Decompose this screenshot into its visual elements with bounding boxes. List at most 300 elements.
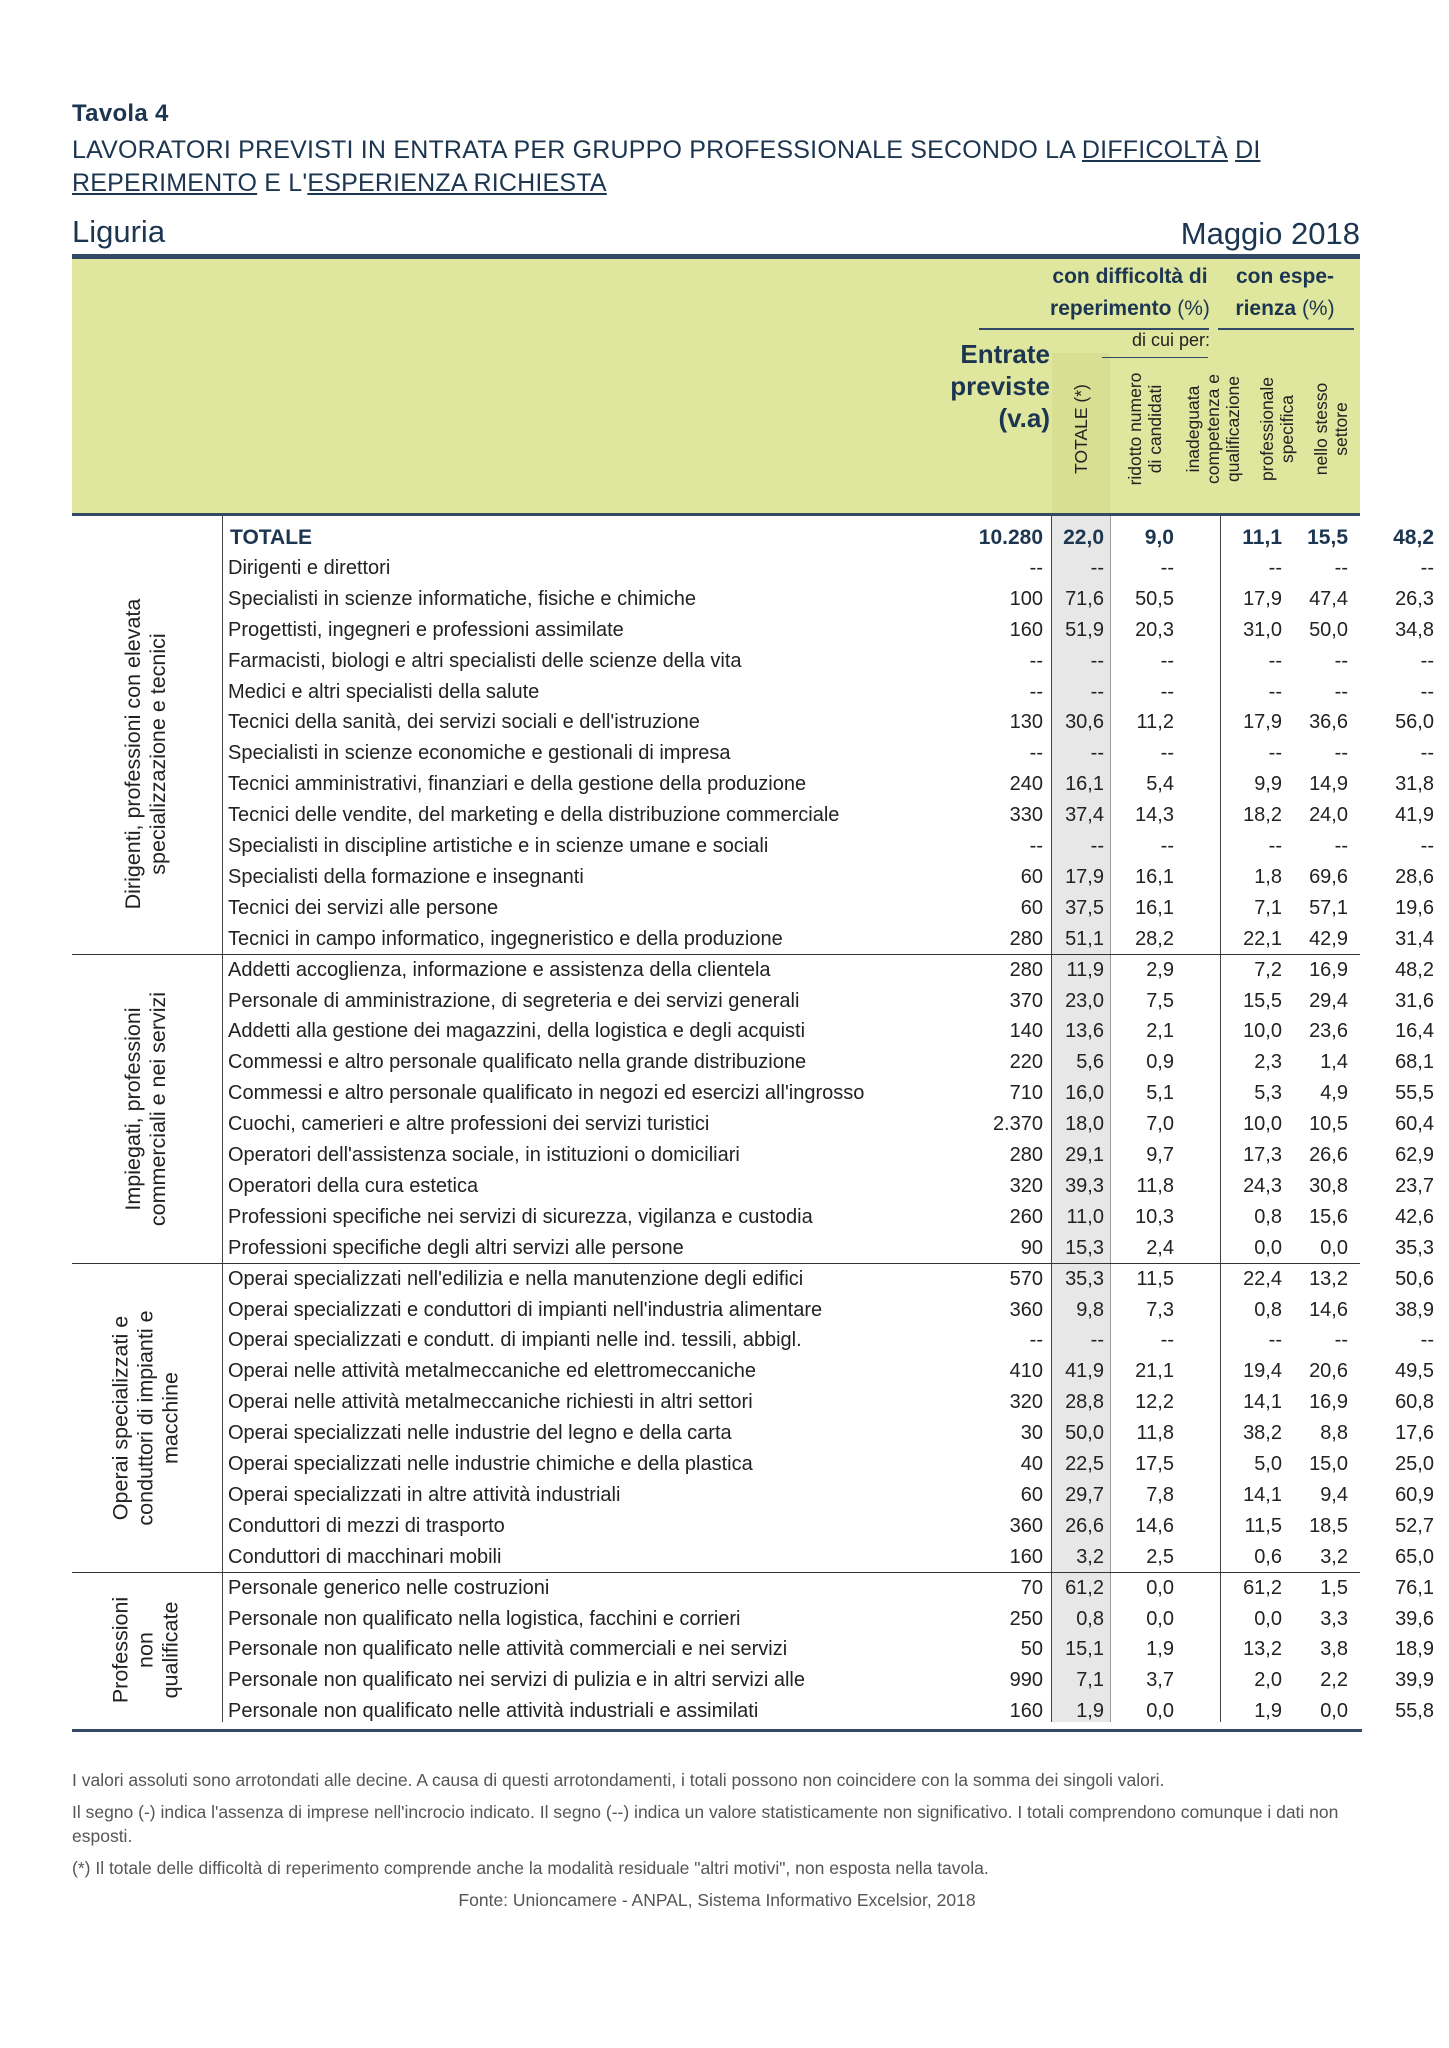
cell-value: 29,1 [1065, 1144, 1104, 1166]
cell-value: 0,8 [1254, 1298, 1282, 1321]
cell-value: 0,0 [1320, 1236, 1348, 1259]
cell-value: 2,5 [1146, 1545, 1174, 1568]
row-label: Farmacisti, biologi e altri specialisti delle scienze della vita [228, 649, 742, 672]
cell-value: 320 [1009, 1391, 1043, 1414]
row-label: Addetti alla gestione dei magazzini, della logistica e degli acquisti [228, 1020, 806, 1043]
cell-value: -- [1334, 556, 1348, 579]
cell-value: 18,2 [1243, 804, 1282, 827]
cell-value: 7,2 [1254, 958, 1282, 981]
note: (*) Il totale delle difficoltà di reperimento comprende anche la modalità residuale "altri motivi", non esposta nella tavola. [72, 1858, 989, 1878]
cell-value: 61,2 [1243, 1576, 1282, 1599]
cell-value: 55,5 [1395, 1082, 1434, 1105]
group-line-text: rienza [1235, 297, 1297, 320]
cell-value: -- [1029, 1329, 1043, 1352]
row-label: Medici e altri specialisti della salute [228, 680, 540, 703]
cell-value: 0,0 [1146, 1607, 1174, 1630]
row-label: Personale non qualificato nelle attività commerciali e nei servizi [228, 1638, 788, 1661]
cell-value: 50,6 [1395, 1267, 1434, 1290]
cell-value: 3,7 [1146, 1669, 1174, 1692]
cell-value: 0,0 [1320, 1700, 1348, 1723]
table-row [72, 986, 1434, 1017]
cell-value: 990 [1009, 1669, 1043, 1692]
row-label: Tecnici della sanità, dei servizi sociali e dell'istruzione [228, 711, 700, 734]
cell-value: 39,9 [1395, 1669, 1434, 1692]
row-label: Operai nelle attività metalmeccaniche ed elettromeccaniche [228, 1360, 757, 1383]
cell-value: 37,4 [1065, 804, 1104, 827]
cell-value: 60,4 [1395, 1113, 1434, 1136]
table-row [72, 831, 1434, 862]
cell-value: -- [1420, 680, 1434, 703]
row-label: Operai specializzati nelle industrie chimiche e della plastica [228, 1453, 753, 1475]
cell-value: 22,4 [1243, 1267, 1282, 1290]
cell-value: 15,1 [1065, 1638, 1104, 1661]
cell-value: 39,3 [1065, 1174, 1104, 1197]
period-label: Maggio 2018 [1180, 216, 1360, 251]
cell-value: 7,8 [1146, 1483, 1174, 1506]
entrate-line: previste [950, 371, 1050, 401]
cell-value: -- [1420, 835, 1434, 857]
cell-value: 570 [1009, 1267, 1043, 1290]
cell-value: 3,3 [1320, 1607, 1348, 1630]
cell-value: -- [1029, 649, 1043, 672]
cell-value: 14,6 [1135, 1514, 1174, 1537]
region-name: Liguria [72, 214, 166, 249]
cell-value: -- [1334, 649, 1348, 672]
row-label: Operai nelle attività metalmeccaniche richiesti in altri settori [228, 1391, 753, 1414]
cell-value: 9,8 [1076, 1298, 1104, 1321]
cell-value: 16,9 [1309, 958, 1348, 981]
cell-value: 11,1 [1242, 526, 1282, 549]
di-cui-underline [1102, 357, 1208, 358]
group-label-line: conduttori di impianti e [133, 1310, 158, 1526]
row-label: Tecnici in campo informatico, ingegneristico e della produzione [228, 927, 783, 950]
cell-value: 15,5 [1307, 526, 1348, 549]
cell-value: 22,5 [1065, 1453, 1104, 1475]
cell-value: 11,8 [1136, 1422, 1174, 1445]
row-label: Cuochi, camerieri e altre professioni dei servizi turistici [228, 1113, 710, 1136]
cell-value: 9,4 [1320, 1483, 1348, 1506]
row-label: Personale non qualificato nei servizi di pulizia e in altri servizi alle [228, 1669, 805, 1692]
notes [72, 1768, 1362, 1920]
cell-value: 0,0 [1146, 1576, 1174, 1599]
cell-value: -- [1090, 680, 1104, 703]
table-row [72, 924, 1434, 955]
cell-value: -- [1090, 835, 1104, 857]
cell-value: 140 [1009, 1020, 1043, 1043]
table-row [72, 1264, 1434, 1295]
cell-value: 10,0 [1243, 1020, 1282, 1043]
cell-value: 36,6 [1309, 711, 1348, 734]
total-row [72, 522, 1434, 553]
table-row [72, 1449, 1434, 1480]
table-row [72, 1295, 1434, 1326]
cell-value: 11,5 [1136, 1267, 1174, 1290]
region-row [72, 214, 1360, 254]
title-part: LAVORATORI PREVISTI IN ENTRATA PER GRUPPO PROFESSIONALE SECONDO LA [72, 136, 1082, 164]
table-row [72, 646, 1434, 677]
group-label-line: specializzazione e tecnici [146, 633, 170, 875]
row-label: Personale generico nelle costruzioni [228, 1576, 550, 1599]
cell-value: 2,2 [1320, 1669, 1348, 1692]
cell-value: 280 [1009, 1144, 1043, 1166]
cell-value: 62,9 [1395, 1144, 1434, 1166]
cell-value: 25,0 [1395, 1453, 1434, 1475]
row-label: Conduttori di mezzi di trasporto [228, 1514, 505, 1537]
title-part: E L' [257, 169, 308, 197]
cell-value: 9,9 [1254, 773, 1282, 796]
cell-value: 360 [1009, 1514, 1043, 1537]
table-row [72, 1078, 1434, 1109]
report-page [72, 100, 1434, 1723]
cell-value: 5,0 [1254, 1453, 1282, 1475]
group-underline [1218, 328, 1354, 330]
cell-value: -- [1334, 835, 1348, 857]
cell-value: 28,2 [1135, 927, 1174, 950]
cell-value: 35,3 [1395, 1236, 1434, 1259]
cell-value: -- [1090, 742, 1104, 765]
cell-value: 60 [1020, 865, 1043, 888]
cell-value: -- [1160, 649, 1174, 672]
group-label-line: commerciali e nei servizi [146, 992, 170, 1227]
table-title [72, 134, 1362, 200]
table-row [72, 1542, 1434, 1573]
cell-value: 50,0 [1309, 618, 1348, 641]
cell-value: 410 [1009, 1360, 1043, 1383]
cell-value: 12,2 [1135, 1391, 1174, 1414]
professionale-column-header: professionale specifica [1257, 376, 1297, 482]
row-label: Commessi e altro personale qualificato nella grande distribuzione [228, 1051, 807, 1074]
cell-value: 41,9 [1395, 804, 1434, 827]
table-body [72, 516, 1434, 1723]
cell-value: 17,6 [1395, 1422, 1434, 1445]
cell-value: 14,6 [1309, 1298, 1348, 1321]
group-label-line: Impiegati, professioni [121, 1007, 145, 1211]
table-row [72, 862, 1434, 893]
cell-value: -- [1160, 742, 1174, 765]
cell-value: 41,9 [1065, 1360, 1104, 1383]
cell-value: 30 [1020, 1422, 1043, 1445]
cell-value: 65,0 [1395, 1545, 1434, 1568]
row-label: Tecnici dei servizi alle persone [228, 896, 499, 919]
cell-value: 50,0 [1065, 1422, 1104, 1445]
table-row [72, 677, 1434, 708]
row-label: Personale non qualificato nelle attività industriali e assimilati [228, 1700, 759, 1723]
cell-value: 42,9 [1309, 927, 1348, 950]
row-label: Personale di amministrazione, di segreteria e dei servizi generali [228, 989, 800, 1012]
cell-value: 47,4 [1309, 587, 1348, 610]
cell-value: 250 [1009, 1607, 1043, 1630]
cell-value: 22,0 [1063, 526, 1104, 549]
group-separator [72, 1572, 1360, 1573]
row-label: Operatori della cura estetica [228, 1174, 479, 1197]
cell-value: 51,1 [1065, 927, 1104, 950]
cell-value: 76,1 [1395, 1576, 1434, 1599]
group-line: con difficoltà di [1052, 265, 1208, 288]
cell-value: 10,0 [1243, 1113, 1282, 1136]
table-row [72, 1573, 1434, 1604]
cell-value: 160 [1009, 1545, 1043, 1568]
row-label: Operai specializzati in altre attività industriali [228, 1483, 621, 1506]
row-label: Operai specializzati nell'edilizia e nella manutenzione degli edifici [228, 1267, 804, 1290]
cell-value: -- [1160, 835, 1174, 857]
cell-value: 3,2 [1076, 1545, 1104, 1568]
row-label: Specialisti in discipline artistiche e in scienze umane e sociali [228, 835, 769, 857]
cell-value: -- [1029, 742, 1043, 765]
table-row [72, 1109, 1434, 1140]
row-label: Professioni specifiche nei servizi di sicurezza, vigilanza e custodia [228, 1205, 813, 1228]
cell-value: -- [1420, 742, 1434, 765]
note: I valori assoluti sono arrotondati alle decine. A causa di questi arrotondamenti, i totali possono non coincidere con la somma dei singoli valori. [72, 1770, 1165, 1790]
cell-value: 360 [1009, 1298, 1043, 1321]
cell-value: 60 [1020, 1483, 1043, 1506]
row-label: Operatori dell'assistenza sociale, in istituzioni o domiciliari [228, 1144, 740, 1166]
row-label: Personale non qualificato nella logistica, facchini e corrieri [228, 1607, 741, 1630]
cell-value: 1,8 [1254, 865, 1282, 888]
title-part: DI [1235, 136, 1261, 164]
group-label [72, 1264, 220, 1573]
table-header [72, 254, 1360, 516]
cell-value: 10,5 [1309, 1113, 1348, 1136]
cell-value: 10.280 [978, 526, 1043, 549]
cell-value: -- [1268, 680, 1282, 703]
cell-value: 8,8 [1320, 1422, 1348, 1445]
table-row [72, 1140, 1434, 1171]
cell-value: 14,3 [1135, 804, 1174, 827]
cell-value: 57,1 [1309, 896, 1348, 919]
cell-value: 30,8 [1309, 1174, 1348, 1197]
title-part: REPERIMENTO [72, 169, 258, 197]
cell-value: 7,3 [1146, 1298, 1174, 1321]
cell-value: 160 [1009, 618, 1043, 641]
table-row [72, 769, 1434, 800]
cell-value: 29,7 [1065, 1483, 1104, 1506]
cell-value: 56,0 [1395, 711, 1434, 734]
cell-value: -- [1090, 1329, 1104, 1352]
cell-value: 48,2 [1395, 958, 1434, 981]
cell-value: 130 [1009, 711, 1043, 734]
table-row [72, 1233, 1434, 1264]
pct-unit: (%) [1177, 297, 1210, 320]
cell-value: 14,1 [1243, 1483, 1282, 1506]
cell-value: 18,0 [1065, 1113, 1104, 1136]
cell-value: 0,6 [1254, 1545, 1282, 1568]
cell-value: 19,4 [1243, 1360, 1282, 1383]
cell-value: 60,8 [1395, 1391, 1434, 1414]
cell-value: 1,9 [1254, 1700, 1282, 1723]
cell-value: 28,8 [1065, 1391, 1104, 1414]
group-label-line: macchine [158, 1372, 183, 1465]
cell-value: 60,9 [1395, 1483, 1434, 1506]
cell-value: 21,1 [1135, 1360, 1174, 1383]
row-label: Specialisti in scienze economiche e gestionali di impresa [228, 742, 731, 765]
cell-value: 11,0 [1066, 1205, 1104, 1228]
table-row [72, 1696, 1434, 1727]
cell-value: 15,3 [1065, 1236, 1104, 1259]
cell-value: 0,8 [1254, 1205, 1282, 1228]
cell-value: 0,0 [1254, 1607, 1282, 1630]
cell-value: 35,3 [1065, 1267, 1104, 1290]
table-row [72, 1604, 1434, 1635]
cell-value: 16,4 [1395, 1020, 1434, 1043]
table-row [72, 1325, 1434, 1356]
cell-value: 20,3 [1135, 618, 1174, 641]
cell-value: 31,4 [1395, 927, 1434, 950]
row-label: Addetti accoglienza, informazione e assistenza della clientela [228, 958, 771, 981]
cell-value: 16,0 [1065, 1082, 1104, 1105]
cell-value: 13,2 [1309, 1267, 1348, 1290]
cell-value: 42,6 [1395, 1205, 1434, 1228]
cell-value: 330 [1009, 804, 1043, 827]
cell-value: 23,7 [1395, 1174, 1434, 1197]
cell-value: 16,1 [1065, 773, 1104, 796]
cell-value: 49,5 [1395, 1360, 1434, 1383]
cell-value: 71,6 [1065, 587, 1104, 610]
table-row [72, 738, 1434, 769]
cell-value: 26,6 [1309, 1144, 1348, 1166]
table-row [72, 800, 1434, 831]
cell-value: 26,6 [1065, 1514, 1104, 1537]
cell-value: 15,6 [1309, 1205, 1348, 1228]
title-part: DIFFICOLTÀ [1081, 136, 1228, 164]
entrate-header [862, 338, 1050, 434]
group-label-line: Operai specializzati e [108, 1315, 133, 1521]
row-label: Tecnici delle vendite, del marketing e della distribuzione commerciale [228, 804, 840, 827]
cell-value: -- [1029, 680, 1043, 703]
cell-value: 10,3 [1135, 1205, 1174, 1228]
cell-value: 90 [1020, 1236, 1043, 1259]
cell-value: 320 [1009, 1174, 1043, 1197]
row-label: Progettisti, ingegneri e professioni assimilate [228, 618, 624, 641]
cell-value: 11,9 [1066, 958, 1104, 981]
note: Il segno (-) indica l'assenza di imprese nell'incrocio indicato. Il segno (--) indica un valore statisticamente non significativo. I totali comprendono comunque i dati non esposti. [72, 1802, 1339, 1846]
cell-value: 5,1 [1146, 1082, 1174, 1105]
cell-value: 2,0 [1254, 1669, 1282, 1692]
cell-value: -- [1160, 556, 1174, 579]
cell-value: 50,5 [1135, 587, 1174, 610]
row-label: Commessi e altro personale qualificato in negozi ed esercizi all'ingrosso [228, 1082, 865, 1105]
entrate-line: Entrate [960, 339, 1050, 369]
cell-value: -- [1029, 556, 1043, 579]
cell-value: 11,2 [1136, 711, 1174, 734]
cell-value: 2,4 [1146, 1236, 1174, 1259]
cell-value: 160 [1009, 1700, 1043, 1723]
title-part: ESPERIENZA RICHIESTA [307, 169, 607, 197]
cell-value: -- [1334, 1329, 1348, 1352]
cell-value: 1,9 [1076, 1700, 1104, 1723]
table-row [72, 1634, 1434, 1665]
cell-value: 60 [1020, 896, 1043, 919]
cell-value: 16,9 [1309, 1391, 1348, 1414]
cell-value: 55,8 [1395, 1700, 1434, 1723]
cell-value: -- [1160, 680, 1174, 703]
cell-value: 26,3 [1395, 587, 1434, 610]
group-label-line: Professioni [108, 1596, 133, 1704]
cell-value: 2,3 [1254, 1051, 1282, 1074]
table-row [72, 707, 1434, 738]
table-row [72, 1171, 1434, 1202]
table-row [72, 1016, 1434, 1047]
cell-value: -- [1090, 649, 1104, 672]
cell-value: -- [1268, 742, 1282, 765]
cell-value: 29,4 [1309, 989, 1348, 1012]
totale-column-header: TOTALE (*) [1071, 384, 1091, 474]
table-row [72, 1480, 1434, 1511]
cell-value: 52,7 [1395, 1514, 1434, 1537]
cell-value: 24,0 [1309, 804, 1348, 827]
cell-value: 3,2 [1320, 1545, 1348, 1568]
cell-value: 31,0 [1243, 618, 1282, 641]
group-line-text: reperimento [1050, 297, 1172, 320]
cell-value: 2,1 [1146, 1020, 1174, 1043]
row-label: Specialisti in scienze informatiche, fisiche e chimiche [228, 587, 696, 610]
table-row [72, 1202, 1434, 1233]
cell-value: 40 [1020, 1453, 1043, 1475]
cell-value: 220 [1009, 1051, 1043, 1074]
cell-value: 39,6 [1395, 1607, 1434, 1630]
esperienza-group-header [1212, 261, 1358, 325]
cell-value: 100 [1009, 587, 1043, 610]
cell-value: 17,3 [1243, 1144, 1282, 1166]
cell-value: 18,9 [1395, 1638, 1434, 1661]
cell-value: 280 [1009, 958, 1043, 981]
cell-value: 0,8 [1076, 1607, 1104, 1630]
table-bottom-rule [72, 1729, 1362, 1732]
cell-value: 69,6 [1309, 865, 1348, 888]
cell-value: -- [1420, 649, 1434, 672]
cell-value: 15,5 [1243, 989, 1282, 1012]
cell-value: 17,9 [1243, 711, 1282, 734]
table-row [72, 1511, 1434, 1542]
cell-value: 2.370 [992, 1113, 1043, 1136]
cell-value: -- [1268, 835, 1282, 857]
row-label: Operai specializzati nelle industrie del legno e della carta [228, 1422, 732, 1445]
cell-value: 13,2 [1243, 1638, 1282, 1661]
cell-value: 0,0 [1146, 1700, 1174, 1723]
cell-value: 4,9 [1320, 1082, 1348, 1105]
row-label: Specialisti della formazione e insegnanti [228, 865, 584, 888]
cell-value: -- [1420, 1329, 1434, 1352]
cell-value: 9,7 [1146, 1144, 1174, 1166]
cell-value: 11,8 [1136, 1174, 1174, 1197]
cell-value: 20,6 [1309, 1360, 1348, 1383]
row-label: Operai specializzati e conduttori di impianti nell'industria alimentare [228, 1298, 823, 1321]
cell-value: 1,4 [1320, 1051, 1348, 1074]
cell-value: 3,8 [1320, 1638, 1348, 1661]
cell-value: 5,3 [1254, 1082, 1282, 1105]
ridotto-column-header: ridotto numero di candidati [1125, 372, 1165, 486]
group-label-line: non [133, 1631, 158, 1668]
cell-value: 9,0 [1144, 526, 1174, 549]
cell-value: 18,5 [1309, 1514, 1348, 1537]
cell-value: 7,1 [1076, 1669, 1104, 1692]
cell-value: 16,1 [1135, 896, 1174, 919]
cell-value: 0,0 [1254, 1236, 1282, 1259]
cell-value: 23,6 [1309, 1020, 1348, 1043]
table-row [72, 1387, 1434, 1418]
cell-value: 11,5 [1244, 1514, 1282, 1537]
source-note: Fonte: Unioncamere - ANPAL, Sistema Informativo Excelsior, 2018 [458, 1890, 976, 1910]
cell-value: 30,6 [1065, 711, 1104, 734]
cell-value: 50 [1020, 1638, 1043, 1661]
cell-value: -- [1420, 556, 1434, 579]
group-label-line: Dirigenti, professioni con elevata [121, 598, 145, 910]
settore-column-header: nello stesso settore [1311, 382, 1351, 476]
cell-value: 17,9 [1065, 865, 1104, 888]
row-label: Tecnici amministrativi, finanziari e della gestione della produzione [228, 773, 807, 796]
cell-value: 38,9 [1395, 1298, 1434, 1321]
group-separator [72, 954, 1360, 955]
group-label [72, 955, 220, 1264]
